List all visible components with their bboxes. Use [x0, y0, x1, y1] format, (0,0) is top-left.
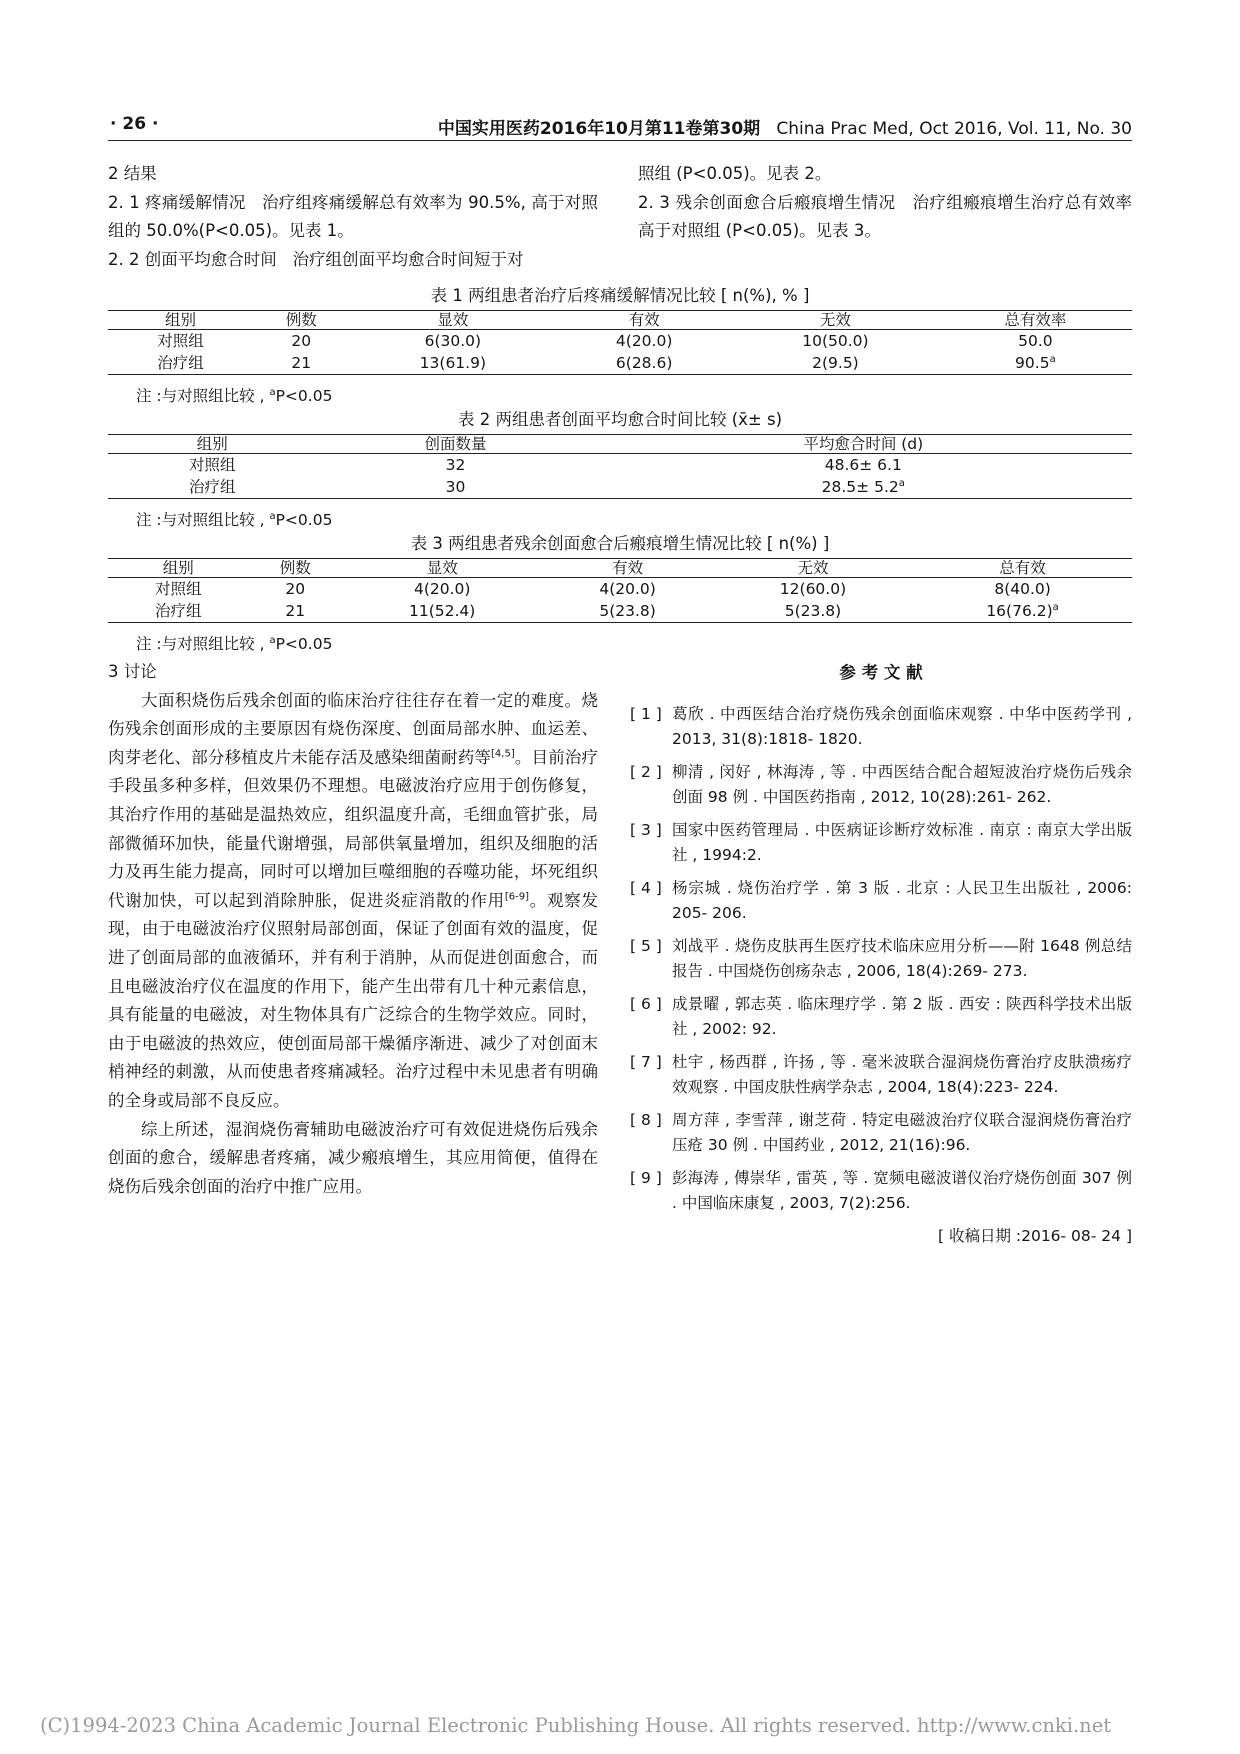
note-p-value: P<0.05: [275, 635, 333, 653]
table-header-row: [108, 559, 1132, 578]
table-row: [108, 578, 1132, 601]
references-heading: 参 考 文 献: [839, 663, 923, 682]
reference-number: [ 9 ]: [630, 1168, 662, 1187]
table-row: [108, 352, 1132, 375]
section-2-2-text: 治疗组创面平均愈合时间短于对: [292, 249, 524, 269]
table-header-cell: 总有效: [913, 559, 1132, 578]
note-text: 注 :与对照组比较 ,: [136, 635, 270, 653]
note-p-value: P<0.05: [275, 387, 333, 405]
table-2-note: [136, 508, 332, 530]
table-cell: 12(60.0): [779, 580, 847, 598]
reference-item: [630, 992, 1132, 1043]
citation: [4,5]: [491, 748, 515, 760]
header-rule: [108, 140, 1132, 141]
table-cell: 5(23.8): [713, 600, 913, 623]
copyright-footer: (C)1994-2023 China Academic Journal Electronic Publishing House. All rights reserved. http://www.cnki.net: [40, 1714, 1112, 1737]
running-header: [438, 114, 1132, 139]
table-cell: 21: [253, 352, 350, 375]
reference-item: [630, 818, 1132, 869]
reference-number: [ 7 ]: [630, 1052, 662, 1071]
table-cell: 对照组: [154, 580, 202, 598]
table-cell: 50.0: [1018, 332, 1053, 350]
table-header-cell: 显效: [350, 311, 557, 330]
reference-item: [630, 760, 1132, 811]
note-text: 注 :与对照组比较 ,: [136, 511, 270, 529]
section-2-2-label: 2. 2 创面平均愈合时间: [108, 249, 277, 269]
table-cell: 48.6± 6.1: [824, 456, 902, 474]
results-heading: 2 结果: [108, 164, 157, 183]
table-header-cell: 无效: [732, 311, 939, 330]
table-1-note: [136, 384, 332, 406]
table-header-cell: 有效: [556, 311, 732, 330]
reference-item: [630, 702, 1132, 753]
table-cell: 30: [317, 476, 595, 499]
references: [630, 660, 1132, 1249]
table-row: [108, 330, 1132, 353]
discussion-paragraph-2: 综上所述，湿润烧伤膏辅助电磁波治疗可有效促进烧伤后残余创面的愈合，缓解患者疼痛，减少瘢痕增生，其应用简便，值得在烧伤后残余创面的治疗中推广应用。: [108, 1119, 598, 1196]
reference-text: 杨宗城 . 烧伤治疗学 . 第 3 版 . 北京 : 人民卫生出版社 , 2006: 205- 206.: [672, 878, 1132, 922]
significance-mark: a: [1052, 601, 1059, 613]
table-cell: 21: [248, 600, 342, 623]
table-header-cell: 总有效率: [939, 311, 1132, 330]
reference-text: 柳清 , 闵好 , 林海涛 , 等 . 中西医结合配合超短波治疗烧伤后残余创面 98 例 . 中国医药指南 , 2012, 10(28):261- 262.: [672, 762, 1132, 806]
discussion-heading: 3 讨论: [108, 662, 157, 681]
section-2-1-text: 治疗组疼痛缓解总有效率为 90.5%, 高于对照组的 50.0%(P<0.05)。见表 1。: [108, 192, 598, 241]
table-header-cell: 无效: [713, 559, 913, 578]
reference-text: 刘战平 . 烧伤皮肤再生医疗技术临床应用分析——附 1648 例总结报告 . 中国烧伤创疡杂志 , 2006, 18(4):269- 273.: [672, 936, 1132, 980]
table-header-row: [108, 311, 1132, 330]
discussion-paragraph-1: [108, 687, 598, 1116]
reference-item: [630, 1108, 1132, 1159]
reference-text: 葛欣 . 中西医结合治疗烧伤残余创面临床观察 . 中华中医药学刊 , 2013, 31(8):1818- 1820.: [672, 704, 1132, 748]
table-header-cell: 平均愈合时间 (d): [595, 435, 1132, 454]
table-cell: 治疗组: [108, 352, 253, 375]
table-row: [108, 454, 1132, 477]
table-3-note: [136, 632, 332, 654]
table-2: [108, 434, 1132, 499]
table-cell: 4(20.0): [615, 332, 673, 350]
table-cell: 20: [291, 332, 312, 350]
table-header-cell: 例数: [248, 559, 342, 578]
table-1-caption: 表 1 两组患者治疗后疼痛缓解情况比较 [ n(%), % ]: [430, 286, 810, 305]
page-number: · 26 ·: [110, 114, 159, 134]
table-header-cell: 创面数量: [317, 435, 595, 454]
table-cell: 20: [285, 580, 306, 598]
table-header-cell: 有效: [542, 559, 712, 578]
reference-number: [ 5 ]: [630, 936, 662, 955]
section-2-1-label: 2. 1 疼痛缓解情况: [108, 192, 246, 212]
reference-number: [ 2 ]: [630, 762, 662, 781]
table-cell: 4(20.0): [413, 580, 471, 598]
reference-number: [ 6 ]: [630, 994, 662, 1013]
reference-item: [630, 934, 1132, 985]
table-cell: [595, 476, 1132, 499]
discussion-column: [108, 658, 598, 1201]
table-cell: 8(40.0): [994, 580, 1051, 598]
table-cell: 13(61.9): [350, 352, 557, 375]
section-2-1: [108, 189, 598, 246]
table-header-row: [108, 435, 1132, 454]
table-cell: 治疗组: [108, 600, 248, 623]
table-cell: 治疗组: [108, 476, 317, 499]
table-cell: [913, 600, 1132, 623]
table-cell: 11(52.4): [342, 600, 542, 623]
reference-text: 彭海涛 , 傅崇华 , 雷英 , 等 . 宽频电磁波谱仪治疗烧伤创面 307 例 . 中国临床康复 , 2003, 7(2):256.: [672, 1168, 1132, 1212]
table-header-cell: 例数: [253, 311, 350, 330]
table-cell: 5(23.8): [542, 600, 712, 623]
table-cell-value: 90.5: [1015, 354, 1050, 372]
section-2-3: [638, 189, 1132, 246]
reference-text: 成景曜 , 郭志英 . 临床理疗学 . 第 2 版 . 西安 : 陕西科学技术出版社 , 2002: 92.: [672, 994, 1132, 1038]
table-cell: 32: [445, 456, 466, 474]
reference-number: [ 3 ]: [630, 820, 662, 839]
discussion-text: 。目前治疗手段虽多种多样，但效果仍不理想。电磁波治疗应用于创伤修复，其治疗作用的基础是温热效应，组织温度升高，毛细血管扩张，局部微循环加快，能量代谢增强，局部供氧量增加，组织及细胞的活力及再生能力提高，同时可以增加巨噬细胞的吞噬功能，坏死组织代谢加快，可以起到消除肿胀，促进炎症消散的作用: [108, 747, 599, 910]
section-2-3-text: 治疗组瘢痕增生治疗总有效率高于对照组 (P<0.05)。见表 3。: [638, 192, 1133, 241]
results-right-column: [638, 160, 1132, 246]
note-text: 注 :与对照组比较 ,: [136, 387, 270, 405]
table-header-cell: 组别: [108, 435, 317, 454]
reference-item: [630, 1166, 1132, 1217]
table-cell: 4(20.0): [599, 580, 656, 598]
table-cell: 对照组: [189, 456, 236, 474]
significance-mark: a: [1049, 353, 1056, 365]
reference-number: [ 4 ]: [630, 878, 662, 897]
table-cell: 6(28.6): [556, 352, 732, 375]
table-cell: 2(9.5): [732, 352, 939, 375]
significance-mark: a: [898, 477, 905, 489]
significance-mark: a: [269, 386, 276, 398]
received-date: [ 收稿日期 :2016- 08- 24 ]: [937, 1226, 1132, 1245]
table-cell: 10(50.0): [802, 332, 869, 350]
section-2-3-label: 2. 3 残余创面愈合后瘢痕增生情况: [638, 192, 896, 212]
table-cell-value: 16(76.2): [986, 602, 1053, 620]
journal-name: 中国实用医药2016年10月第11卷第30期: [437, 119, 761, 139]
table-header-cell: 显效: [342, 559, 542, 578]
table-cell: 6(30.0): [424, 332, 482, 350]
table-cell: [939, 352, 1132, 375]
discussion-text: 。观察发现，由于电磁波治疗仪照射局部创面，保证了创面有效的温度，促进了创面局部的血液循环，并有利于消肿，从而促进创面愈合，而且电磁波治疗仪在温度的作用下，能产生出带有几十种元素信息，具有能量的电磁波，对生物体具有广泛综合的生物学效应。同时，由于电磁波的热效应，使创面局部干燥循序渐进、减少了对创面末梢神经的刺激，从而使患者疼痛减轻。治疗过程中未见患者有明确的全身或局部不良反应。: [108, 890, 599, 1110]
discussion-text: 大面积烧伤后残余创面的临床治疗往往存在着一定的难度。烧伤残余创面形成的主要原因有烧伤深度、创面局部水肿、血运差、肉芽老化、部分移植皮片未能存活及感染细菌耐药等: [108, 690, 598, 767]
table-3-caption: 表 3 两组患者残余创面愈合后瘢痕增生情况比较 [ n(%) ]: [410, 534, 830, 553]
note-p-value: P<0.05: [275, 511, 333, 529]
section-2-2: [108, 246, 598, 275]
reference-number: [ 1 ]: [630, 704, 662, 723]
significance-mark: a: [269, 510, 276, 522]
table-cell: 对照组: [157, 332, 204, 350]
reference-item: [630, 1050, 1132, 1101]
table-header-cell: 组别: [108, 311, 253, 330]
table-1: [108, 310, 1132, 375]
table-2-caption: 表 2 两组患者创面平均愈合时间比较 (x̄± s): [457, 410, 783, 429]
table-row: [108, 476, 1132, 499]
table-row: [108, 600, 1132, 623]
reference-text: 周方萍 , 李雪萍 , 谢芝荷 . 特定电磁波治疗仪联合湿润烧伤膏治疗压疮 30 例 . 中国药业 , 2012, 21(16):96.: [672, 1110, 1132, 1154]
table-cell-value: 28.5± 5.2: [821, 478, 899, 496]
significance-mark: a: [269, 634, 276, 646]
citation: [6-9]: [504, 891, 529, 903]
table-header-cell: 组别: [108, 559, 248, 578]
table-3: [108, 558, 1132, 623]
reference-number: [ 8 ]: [630, 1110, 662, 1129]
section-2-2-continued: 照组 (P<0.05)。见表 2。: [638, 164, 832, 183]
results-left-column: [108, 160, 598, 274]
reference-text: 国家中医药管理局 . 中医病证诊断疗效标准 . 南京 : 南京大学出版社 , 1994:2.: [672, 820, 1132, 864]
reference-item: [630, 876, 1132, 927]
journal-name-en: China Prac Med, Oct 2016, Vol. 11, No. 30: [776, 119, 1132, 139]
reference-text: 杜宇 , 杨西群 , 许扬 , 等 . 毫米波联合湿润烧伤膏治疗皮肤溃疡疗效观察 . 中国皮肤性病学杂志 , 2004, 18(4):223- 224.: [672, 1052, 1132, 1096]
